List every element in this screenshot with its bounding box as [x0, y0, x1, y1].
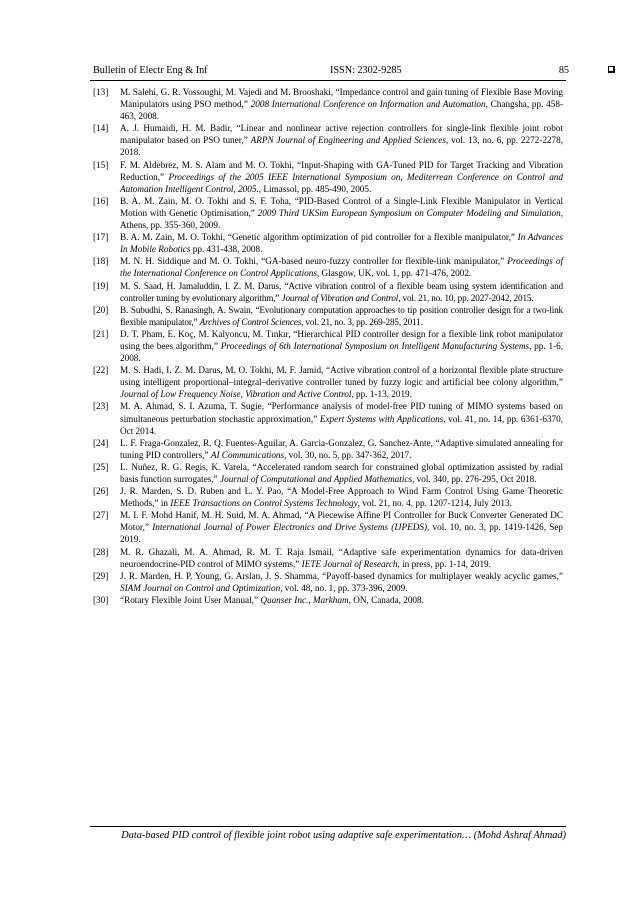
reference-item	[93, 485, 563, 509]
reference-authors-title: J. R. Marden, S. D. Ruben and L. Y. Pao, “A Model-Free Approach to Wind Farm Control Using Game Theoretic Methods,” in	[120, 486, 563, 509]
reference-text	[120, 546, 563, 570]
reference-item	[93, 328, 563, 364]
reference-details: , vol. 340, pp. 276-295, Oct 2018.	[412, 474, 537, 484]
reference-details: , vol. 41, no. 14, pp. 6361-6370, Oct 2014.	[120, 413, 564, 436]
reference-item	[93, 546, 563, 570]
reference-details: , in press, pp. 1-14, 2019.	[397, 558, 491, 569]
reference-number: [18]	[93, 256, 109, 267]
reference-details: , vol. 21, no. 10, pp. 2027-2042, 2015.	[398, 292, 534, 303]
reference-authors-title: B. A. M. Zain, M. O. Tokhi and S. F. Toha, “PID-Based Control of a Single-Link Flexible Manipulator in Vertical Motion with Genetic Optimisation,”	[120, 195, 563, 218]
reference-number: [13]	[93, 87, 109, 97]
reference-number: [14]	[93, 123, 109, 134]
reference-item	[93, 280, 563, 304]
reference-venue: In Advances In Mobile Robotics	[120, 232, 564, 255]
reference-number: [28]	[93, 546, 109, 557]
reference-venue: Expert Systems with Applications	[319, 413, 444, 424]
reference-details: , vol. 21, no. 3, pp. 269-285, 2011.	[301, 316, 423, 327]
reference-item	[93, 509, 563, 545]
reference-authors-title: B. Subudhi, S. Ranasingh, A. Swain, “Evolutionary computation approaches to tip position controller design for a two-link flexible manipulator,”	[120, 304, 563, 327]
reference-number: [24]	[93, 437, 109, 448]
reference-text	[120, 485, 563, 509]
reference-item	[93, 461, 563, 485]
reference-details: , Limassol, pp. 485-490, 2005.	[258, 183, 372, 194]
reference-item	[93, 304, 563, 328]
reference-authors-title: M. R. Ghazali, M. A. Ahmad, R. M. T. Raja Ismail, “Adaptive safe experimentation dynamics for data-driven neuroendocrine-PID control of MIMO systems,”	[120, 546, 563, 569]
reference-item	[93, 231, 563, 255]
reference-number: [29]	[93, 570, 109, 581]
reference-item	[93, 159, 563, 195]
reference-text	[120, 86, 563, 122]
reference-text	[120, 509, 563, 545]
reference-venue: Proceedings of the 2005 IEEE International Symposium on, Mediterrean Conference on Control and Automation Intelligent Control, 2005.	[120, 171, 563, 194]
reference-details: , vol. 48, no. 1, pp. 373-396, 2009.	[280, 582, 408, 593]
issn: ISSN: 2302-9285	[330, 65, 402, 76]
reference-item	[93, 195, 563, 231]
reference-venue: Journal of Vibration and Control	[281, 292, 399, 303]
reference-authors-title: M. I. F. Mohd Hanif, M. H. Suid, M. A. Ahmad, “A Piecewise Affine PI Controller for Buck Converter Generated DC Motor,”	[120, 510, 563, 533]
reference-text	[120, 195, 563, 231]
reference-authors-title: M. Salehi, G. R. Vossoughi, M. Vajedi and M. Brooshaki, “Impedance control and gain tuning of Flexible Base Moving Manipulators using PSO method,”	[120, 87, 563, 110]
reference-text	[120, 437, 563, 461]
reference-venue: Journal of Low Frequency Noise, Vibration and Active Control	[120, 389, 352, 400]
reference-authors-title: A. J. Humaidi, H. M. Badir, “Linear and nonlinear active rejection controllers for single-link flexible joint robot manipulator based on PSO tuner,”	[120, 123, 563, 146]
reference-venue: ARPN Journal of Engineering and Applied Sciences	[250, 135, 446, 146]
reference-authors-title: M. S. Hadi, I. Z. M. Darus, M. O. Tokhi, M. F. Jamid, “Active vibration control of a horizontal flexible plate structure using intelligent proportional–integral–derivative controller tuned by fuzzy logic and artificial bee colony algorithm,”	[120, 365, 563, 388]
reference-venue: Archives of Control Sciences	[199, 316, 302, 327]
reference-item	[93, 594, 563, 606]
reference-number: [20]	[93, 304, 109, 315]
reference-text	[120, 328, 563, 364]
reference-text	[120, 231, 563, 255]
reference-details: , ON, Canada, 2008.	[348, 594, 424, 605]
reference-number: [21]	[93, 328, 109, 339]
reference-authors-title: “Rotary Flexible Joint User Manual,”	[120, 594, 259, 605]
reference-authors-title: J. R. Marden, H. P. Young, G. Arslan, J. S. Shamma, “Payoff-based dynamics for multiplayer weakly acyclic games,”	[120, 570, 563, 581]
reference-number: [15]	[93, 159, 109, 170]
reference-details: , pp. 1-13, 2019.	[351, 389, 412, 400]
reference-number: [30]	[93, 594, 109, 605]
reference-text	[120, 364, 563, 400]
reference-text	[120, 122, 563, 158]
reference-text	[120, 461, 563, 485]
square-bullet-icon	[608, 66, 615, 73]
reference-authors-title: B. A. M. Zain, M. O. Tokhi, “Genetic algorithm optimization of pid controller for a flexible manipulator,”	[120, 232, 515, 243]
page-number: 85	[558, 65, 569, 76]
reference-item	[93, 364, 563, 400]
reference-details: , pp. 1-6, 2008.	[120, 340, 563, 364]
reference-text	[120, 594, 563, 606]
reference-venue: SIAM Journal on Control and Optimization	[120, 582, 281, 593]
reference-number: [25]	[93, 461, 109, 472]
reference-authors-title: M. S. Saad, H. Jamaluddin, I. Z. M. Darus, “Active vibration control of a flexible beam using system identification and controller tuning by evolutionary algorithm,”	[120, 280, 563, 303]
running-footer: Data-based PID control of flexible joint robot using adaptive safe experimentation… (Mohd Ashraf Ahmad)	[121, 830, 566, 841]
reference-venue: AI Communications	[210, 449, 285, 460]
reference-details: , vol. 30, no. 5, pp. 347-362, 2017.	[284, 449, 412, 460]
reference-number: [26]	[93, 486, 109, 497]
reference-item	[93, 437, 563, 461]
reference-text	[120, 400, 563, 436]
reference-venue: Proceedings of 6th International Symposium on Intelligent Manufacturing Systems	[220, 340, 530, 351]
reference-authors-title: F. M. Aldebrez, M. S. Alam and M. O. Tokhi, “Input-Shaping with GA-Tuned PID for Target Tracking and Vibration Reduction,”	[120, 159, 563, 182]
reference-number: [16]	[93, 195, 109, 206]
header-rule	[90, 80, 566, 81]
reference-item	[93, 570, 563, 594]
reference-number: [17]	[93, 232, 109, 243]
reference-number: [19]	[93, 280, 109, 291]
reference-text	[120, 255, 563, 279]
reference-venue: Journal of Computational and Applied Mathematics	[220, 474, 413, 484]
reference-number: [23]	[93, 401, 109, 412]
reference-details: , vol. 13, no. 6, pp. 2272-2278, 2018.	[120, 135, 563, 158]
reference-number: [27]	[93, 510, 109, 521]
reference-authors-title: D. T. Pham, E. Koç, M. Kalyoncu, M. Tınkır, “Hierarchical PID controller design for a flexible link robot manipulator using the bees algorithm,”	[120, 328, 563, 351]
reference-item	[93, 400, 563, 436]
reference-authors-title: M. N. H. Siddique and M. O. Tokhi, “GA-based neuro-fuzzy controller for flexible-link manipulator,”	[120, 256, 505, 267]
reference-item	[93, 255, 563, 279]
reference-details: , Athens, pp. 355-360, 2009.	[120, 207, 563, 231]
reference-details: , vol. 21, no. 4, pp. 1207-1214, July 2013.	[357, 498, 512, 509]
running-header	[90, 64, 569, 78]
journal-name: Bulletin of Electr Eng & Inf	[93, 65, 208, 76]
reference-venue: Proceedings of the International Conference on Control Applications	[120, 256, 563, 279]
reference-text	[120, 304, 563, 328]
reference-authors-title: M. A. Ahmad, S. I. Azuma, T. Sugie, “Performance analysis of model-free PID tuning of MIMO systems based on simultaneous perturbation stochastic approximation,”	[120, 401, 563, 424]
reference-details: , Glasgow, UK, vol. 1, pp. 471-476, 2002.	[316, 268, 472, 279]
reference-list	[93, 86, 563, 606]
reference-details: pp. 431-438, 2008.	[190, 244, 263, 255]
reference-details: , Changsha, pp. 458-463, 2008.	[120, 99, 563, 122]
reference-text	[120, 280, 563, 304]
reference-text	[120, 159, 563, 195]
reference-venue: 2008 International Conference on Information and Automation	[250, 99, 486, 110]
reference-venue: 2009 Third UKSim European Symposium on Computer Modeling and Simulation	[257, 207, 561, 218]
reference-item	[93, 86, 563, 122]
reference-venue: Quanser Inc., Markham	[260, 594, 349, 605]
reference-authors-title: L. F. Fraga-Gonzalez, R. Q. Fuentes-Aguilar, A. Garcia-Gonzalez, G. Sanchez-Ante, “Adaptive simulated annealing for tuning PID controllers,”	[120, 437, 563, 460]
reference-authors-title: L. Nuñez, R. G. Regis, K. Varela, “Accelerated random search for constrained global optimization assisted by radial basis function surrogates,”	[120, 461, 563, 484]
reference-text	[120, 570, 563, 594]
reference-venue: IETE Journal of Research	[301, 558, 398, 569]
reference-venue: International Journal of Power Electronics and Drive Systems (IJPEDS)	[152, 522, 428, 533]
reference-details: , vol. 10, no. 3, pp. 1419-1426, Sep 2019.	[120, 522, 563, 545]
reference-number: [22]	[93, 365, 109, 376]
reference-venue: IEEE Transactions on Control Systems Technology	[170, 498, 358, 509]
reference-item	[93, 122, 563, 158]
footer-rule	[90, 826, 566, 827]
